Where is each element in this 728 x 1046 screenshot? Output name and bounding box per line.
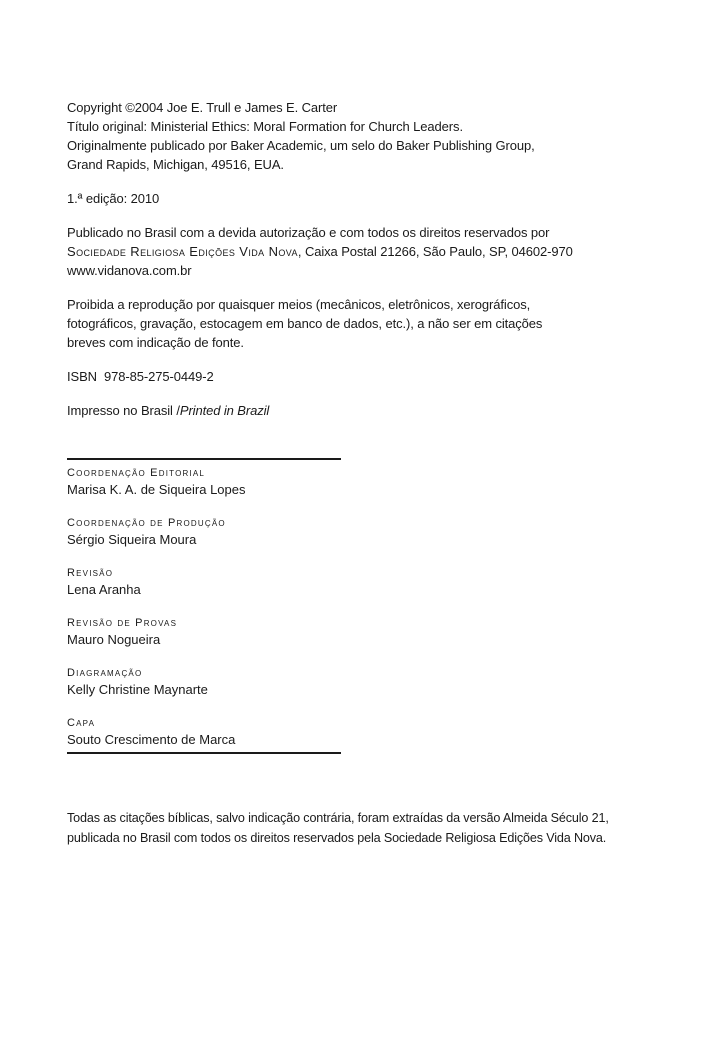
copyright-page-body xyxy=(67,98,687,435)
publisher-address-line xyxy=(67,242,687,261)
publisher-website: www.vidanova.com.br xyxy=(67,263,192,278)
credit-entry xyxy=(67,615,341,648)
rights-line: fotográficos, gravação, estocagem em banco de dados, etc.), a não ser em citações xyxy=(67,316,543,331)
credit-name: Marisa K. A. de Siqueira Lopes xyxy=(67,482,246,497)
bible-citation-note xyxy=(67,808,707,848)
printed-en: Printed in Brazil xyxy=(179,403,270,418)
credit-name: Souto Crescimento de Marca xyxy=(67,732,236,747)
original-publisher-location: Grand Rapids, Michigan, 49516, EUA. xyxy=(67,157,284,172)
credit-entry xyxy=(67,665,341,698)
credit-entry xyxy=(67,715,341,748)
credit-title: Revisão xyxy=(67,567,114,579)
publisher-address: , Caixa Postal 21266, São Paulo, SP, 04602-970 xyxy=(297,244,573,259)
credit-title: Coordenação de Produção xyxy=(67,517,226,529)
credit-entry xyxy=(67,465,341,498)
credit-entry xyxy=(67,565,341,598)
publisher-name: Sociedade Religiosa Edições Vida Nova xyxy=(67,244,298,259)
rights-line: breves com indicação de fonte. xyxy=(67,335,244,350)
publisher-authorization-line: Publicado no Brasil com a devida autorização e com todos os direitos reservados por xyxy=(67,225,550,240)
rights-line: Proibida a reprodução por quaisquer meios (mecânicos, eletrônicos, xerográficos, xyxy=(67,297,531,312)
credit-name: Sérgio Siqueira Moura xyxy=(67,532,197,547)
edition-line: 1.ª edição: 2010 xyxy=(67,191,160,206)
credit-entry xyxy=(67,515,341,548)
printed-block xyxy=(67,401,687,420)
isbn-block xyxy=(67,367,687,386)
copyright-block xyxy=(67,98,687,174)
credit-title: Capa xyxy=(67,717,96,729)
citation-line: publicada no Brasil com todos os direitos reservados pela Sociedade Religiosa Edições Vida Nova. xyxy=(67,831,607,845)
credit-title: Revisão de Provas xyxy=(67,617,178,629)
credit-title: Diagramação xyxy=(67,667,143,679)
printed-pt: Impresso no Brasil / xyxy=(67,403,180,418)
copyright-line: Copyright ©2004 Joe E. Trull e James E. Carter xyxy=(67,100,338,115)
citation-line: Todas as citações bíblicas, salvo indicação contrária, foram extraídas da versão Almeida Século 21, xyxy=(67,811,609,825)
credit-name: Kelly Christine Maynarte xyxy=(67,682,208,697)
publisher-block xyxy=(67,223,687,280)
credit-name: Lena Aranha xyxy=(67,582,141,597)
edition-block xyxy=(67,189,687,208)
original-title-line: Título original: Ministerial Ethics: Moral Formation for Church Leaders. xyxy=(67,119,463,134)
credit-name: Mauro Nogueira xyxy=(67,632,161,647)
credits-box xyxy=(67,458,341,754)
isbn-line: ISBN 978-85-275-0449-2 xyxy=(67,369,214,384)
rights-block xyxy=(67,295,687,352)
credit-title: Coordenação Editorial xyxy=(67,467,206,479)
original-publisher-line: Originalmente publicado por Baker Academic, um selo do Baker Publishing Group, xyxy=(67,138,535,153)
printed-line xyxy=(67,401,687,420)
